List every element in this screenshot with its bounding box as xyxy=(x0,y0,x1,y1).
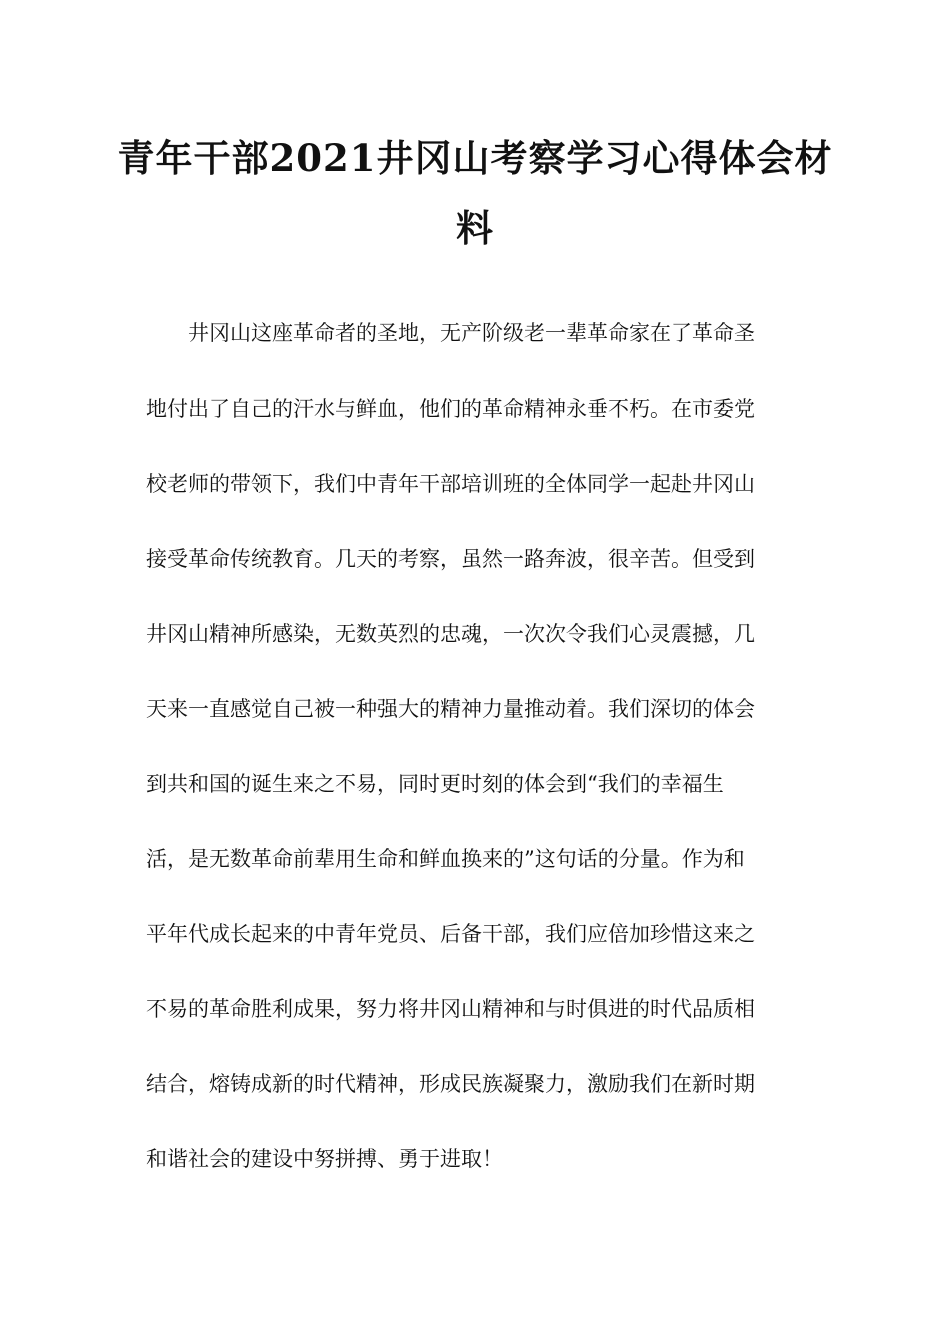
paragraph-line: 接受革命传统教育。几天的考察，虽然一路奔波，很辛苦。但受到 xyxy=(146,547,755,571)
document-title-line-2: 料 xyxy=(456,206,494,250)
paragraph-line: 活，是无数革命前辈用生命和鲜血换来的”这句话的分量。作为和 xyxy=(146,847,745,871)
paragraph-line: 井冈山精神所感染，无数英烈的忠魂，一次次令我们心灵震撼，几 xyxy=(146,622,755,646)
paragraph-line: 结合，熔铸成新的时代精神，形成民族凝聚力，激励我们在新时期 xyxy=(146,1072,755,1096)
paragraph-line: 天来一直感觉自己被一种强大的精神力量推动着。我们深切的体会 xyxy=(146,697,755,721)
document-title-line-1: 青年干部2021井冈山考察学习心得体会材 xyxy=(117,136,833,180)
paragraph-line: 地付出了自己的汗水与鲜血，他们的革命精神永垂不朽。在市委党 xyxy=(146,397,755,421)
paragraph-line: 平年代成长起来的中青年党员、后备干部，我们应倍加珍惜这来之 xyxy=(146,922,755,946)
paragraph-line: 到共和国的诞生来之不易，同时更时刻的体会到“我们的幸福生 xyxy=(146,772,724,796)
paragraph-line: 和谐社会的建设中努拼搏、勇于进取！ xyxy=(146,1147,503,1171)
paragraph-line: 井冈山这座革命者的圣地，无产阶级老一辈革命家在了革命圣 xyxy=(146,321,755,345)
paragraph-line: 不易的革命胜利成果，努力将井冈山精神和与时俱进的时代品质相 xyxy=(146,997,755,1021)
paragraph-line: 校老师的带领下，我们中青年干部培训班的全体同学一起赴井冈山 xyxy=(146,472,755,496)
